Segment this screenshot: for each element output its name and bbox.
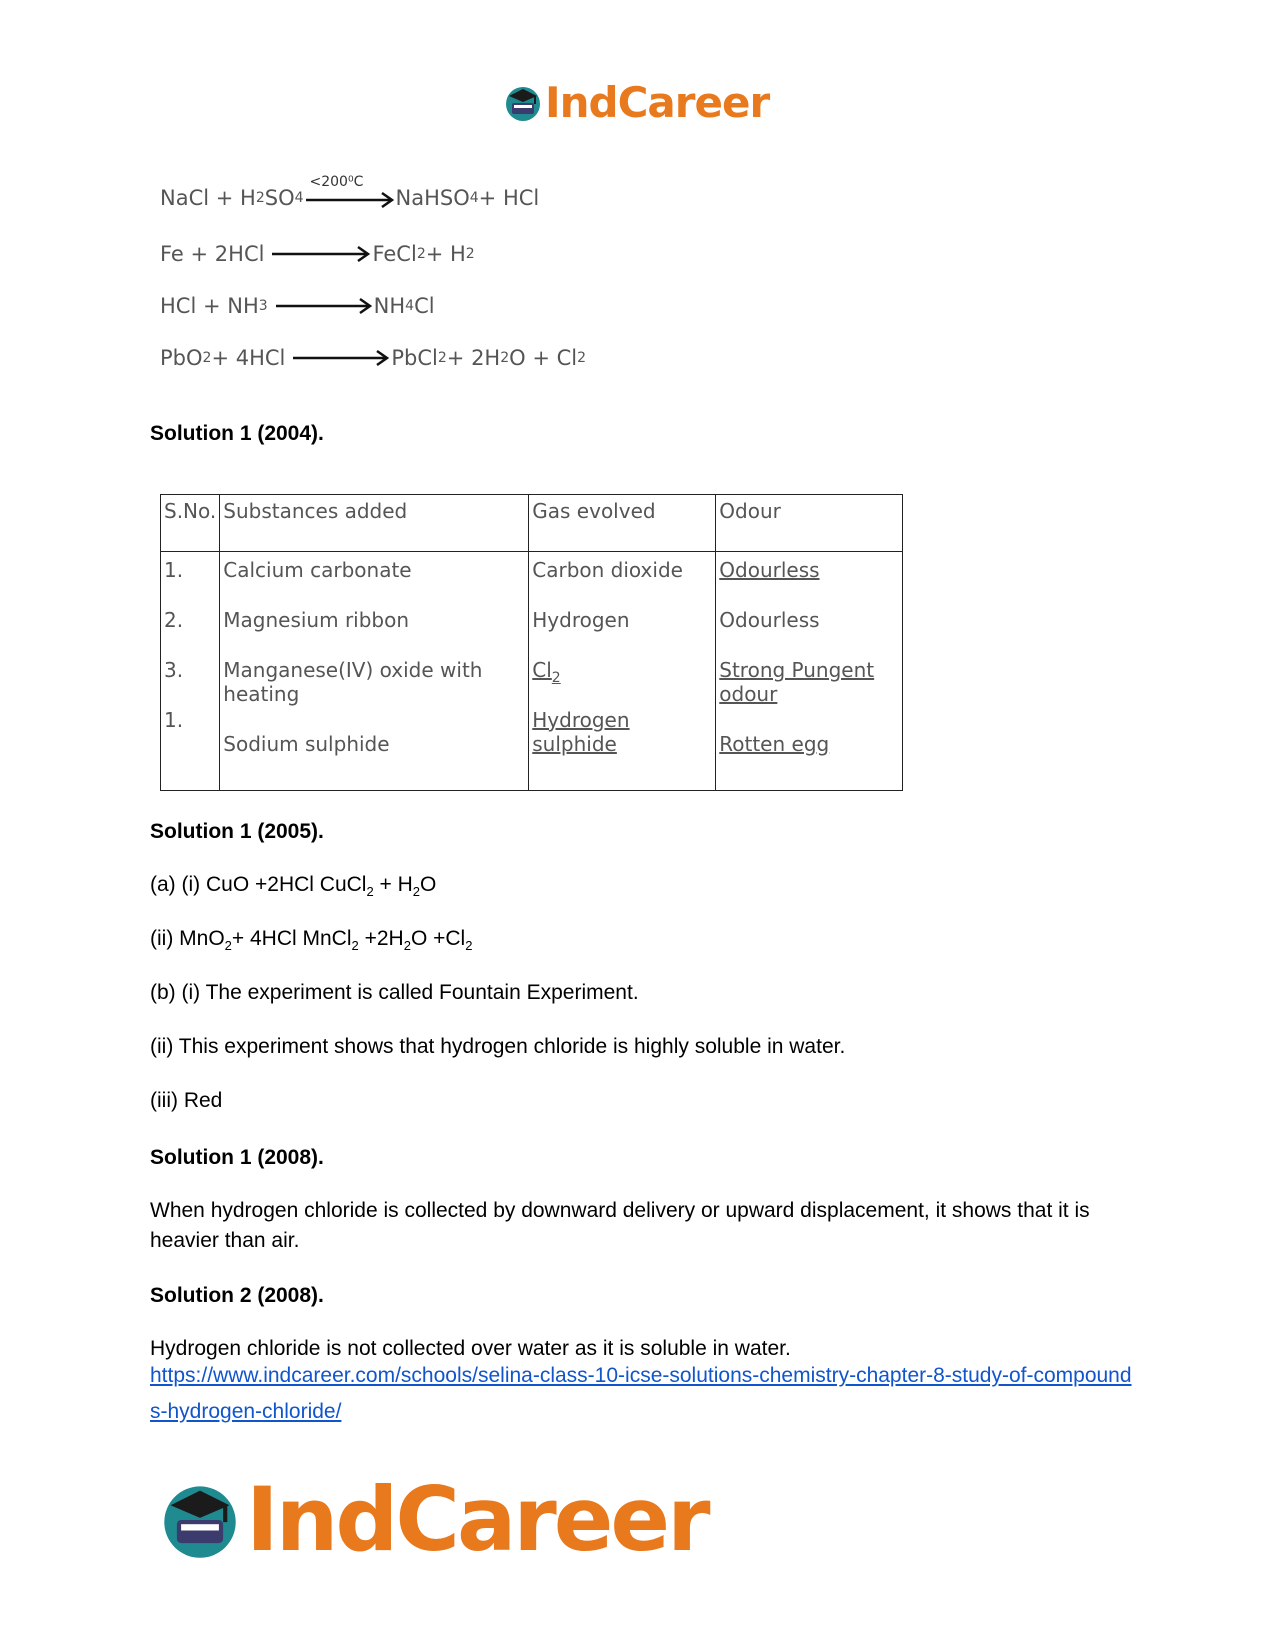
table-row [161, 552, 903, 791]
equation-2: Fe + 2HCl FeCl 2 + H 2 [160, 242, 475, 266]
gas-evolved-table [160, 494, 903, 791]
source-link[interactable]: https://www.indcareer.com/schools/selina-class-10-icse-solutions-chemistry-chapter-8-study-of-compounds-hydrogen-chloride/ [150, 1364, 1132, 1423]
answer-b-ii: (ii) This experiment shows that hydrogen chloride is highly soluble in water. [150, 1035, 846, 1058]
reaction-arrow [270, 244, 372, 264]
heading-solution-2004: Solution 1 (2004). [150, 422, 324, 445]
brand-name: IndCareer [246, 1468, 708, 1571]
heading-solution-2008-2: Solution 2 (2008). [150, 1284, 324, 1307]
reaction-arrow [291, 348, 391, 368]
answer-a-i: (a) (i) CuO +2HCl CuCl$_2$ + $H_2O$ [150, 873, 437, 900]
equation-3: HCl + NH 3 NH 4 Cl [160, 294, 435, 318]
gas-cell: Carbon dioxide Hydrogen $Cl_2$ Hydrogen sulphide [529, 552, 716, 791]
reaction-condition: <200⁰C [309, 174, 364, 190]
indcareer-logo-top [503, 78, 769, 127]
table-header: Substances added [220, 495, 529, 552]
substances-cell: Calcium carbonate Magnesium ribbon Manganese(IV) oxide with heating Sodium sulphide [220, 552, 529, 791]
graduation-book-icon [503, 83, 543, 123]
sno-cell: 1. 2. 3. 1. [161, 552, 220, 791]
indcareer-logo-bottom [158, 1468, 708, 1571]
brand-name: IndCareer [545, 78, 770, 127]
answer-b-i: (b) (i) The experiment is called Fountain Experiment. [150, 981, 639, 1004]
heading-solution-2008-1: Solution 1 (2008). [150, 1146, 324, 1169]
heading-solution-2005: Solution 1 (2005). [150, 820, 324, 843]
reaction-arrow [274, 296, 374, 316]
equation-4: PbO 2 + 4HCl PbCl 2 + 2H 2 O + Cl 2 [160, 346, 587, 370]
odour-cell: Odourless Odourless Strong Pungent odour Rotten egg [716, 552, 903, 791]
table-header-row [161, 495, 903, 552]
answer-b-iii: (iii) Red [150, 1089, 223, 1112]
reaction-arrow [304, 174, 396, 208]
graduation-book-icon [158, 1478, 242, 1562]
table-header: Gas evolved [529, 495, 716, 552]
table-header: S.No. [161, 495, 220, 552]
answer-2008-1: When hydrogen chloride is collected by downward delivery or upward displacement, it shows that it is heavier than air. [150, 1199, 1090, 1252]
table-header: Odour [716, 495, 903, 552]
equation-1: NaCl + H 2 SO 4 <200⁰C NaHSO 4 + HCl [160, 174, 540, 210]
answer-a-ii: (ii) MnO$_2$+ 4HCl MnCl$_2$ $+2H_2O +Cl_2$ [150, 927, 473, 954]
answer-2008-2: Hydrogen chloride is not collected over water as it is soluble in water. [150, 1337, 791, 1360]
